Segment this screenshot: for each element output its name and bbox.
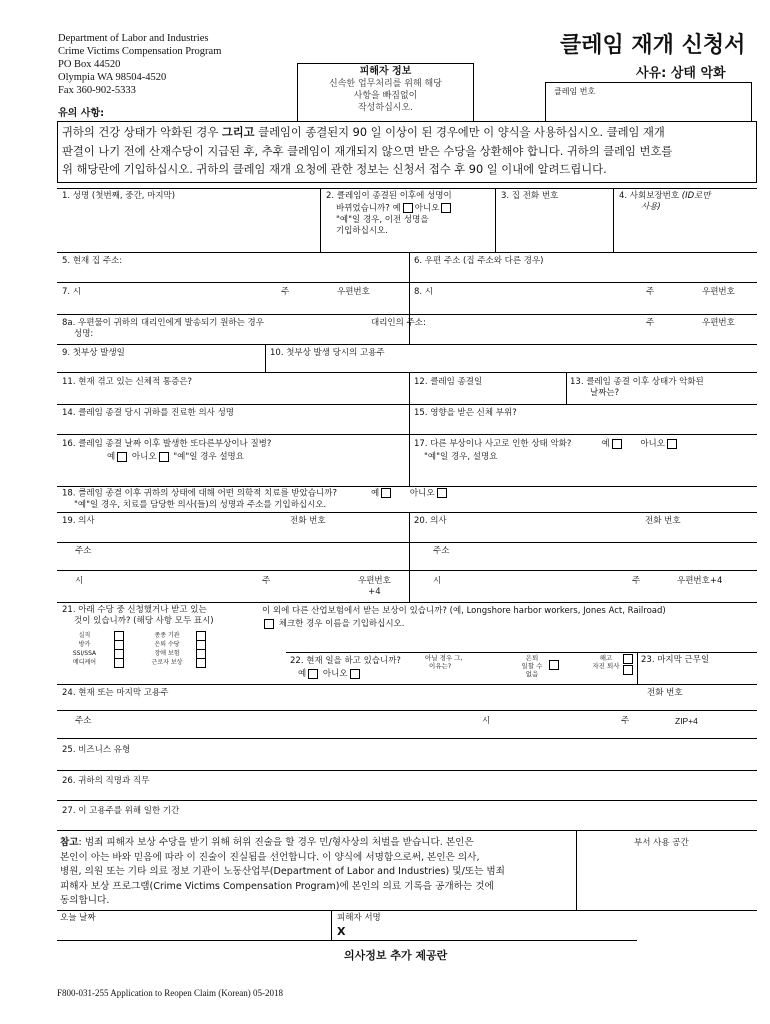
field-24-address[interactable]: 주소 bbox=[75, 716, 92, 726]
notice-line: 귀하의 건강 상태가 악화된 경우 그리고 클레임이 종결된지 90 일 이상이 된 경우에만 이 양식을 사용하십시오. 클레임 재개 bbox=[62, 126, 665, 139]
treatment-yes-checkbox[interactable] bbox=[381, 488, 391, 498]
victim-info-text: 신속한 업무처리를 위해 해당 사항을 빠짐없이 작성하십시오. bbox=[329, 79, 442, 113]
benefit-label: SSI/SSA bbox=[72, 650, 97, 657]
field-8a-zip[interactable]: 우편번호 bbox=[702, 318, 735, 328]
benefit-checkbox[interactable] bbox=[196, 658, 206, 668]
notice-title: 유의 사항: bbox=[58, 108, 105, 119]
benefit-label: 장애 보험 bbox=[154, 650, 180, 657]
field-22-working[interactable]: 22. 현재 일을 하고 있습니까? 예 아니오 bbox=[290, 656, 401, 679]
field-24-state[interactable]: 주 bbox=[621, 716, 630, 726]
benefit-label: 실직 bbox=[78, 632, 91, 639]
agency-line: Department of Labor and Industries bbox=[58, 33, 209, 44]
victim-info-title: 피해자 정보 bbox=[359, 66, 412, 77]
new-injury-no-checkbox[interactable] bbox=[159, 452, 169, 462]
benefit-label: 종종 기관 bbox=[154, 632, 180, 639]
field-20-phone[interactable]: 전화 번호 bbox=[645, 516, 681, 526]
name-changed-no-checkbox[interactable] bbox=[441, 203, 451, 213]
field-18-treatment[interactable]: 18. 클레임 종결 이후 귀하의 상태에 대해 어떤 의학적 치료를 받았습니까? 예 아니오 "예"일 경우, 치료를 담당한 의사(들)의 성명과 주소를 기입하십시오. bbox=[62, 488, 449, 511]
field-7-city[interactable]: 7. 시 bbox=[62, 287, 82, 297]
agency-address-block bbox=[58, 32, 221, 97]
declaration-text: 참고: 범죄 피해자 보상 수당을 받기 위해 허위 진술을 할 경우 민/형사상의 처벌을 받습니다. 본인은 본인이 아는 바와 믿음에 따라 이 진술이 진실됨을 선언합니다. 이 양식에 서명함으로써, 본인은 의사, 병원, 의원 또는 기타 의료 정보 기관이 노동산업부(Department of Labor and Industries) 및/또는 범죄 피해자 보상 프로그램(Crime Victims Compensation Program)에 본인의 의료 기록을 공개하는 것에 동의합니다. bbox=[60, 837, 505, 907]
field-21-other-insurance: 이 외에 다른 산업보험에서 받는 보상이 있습니까? (예, Longshore harbor workers, Jones Act, Railroad) 체크한 경우 이름을 기입하십시오. bbox=[262, 606, 666, 629]
field-23-last-workday[interactable]: 23. 마지막 근무일 bbox=[641, 655, 710, 665]
field-15-body-parts[interactable]: 15. 영향을 받은 신체 부위? bbox=[414, 408, 517, 418]
notice-line: 판결이 나기 전에 산재수당이 지급된 후, 추후 클레임이 재개되지 않으면 받은 수당을 상환해야 합니다. 귀하의 클레임 번호를 bbox=[62, 144, 673, 158]
form-footer: F800-031-255 Application to Reopen Claim (Korean) 05-2018 bbox=[57, 988, 283, 998]
field-1-name[interactable]: 1. 성명 (첫번째, 중간, 마지막) bbox=[62, 191, 176, 201]
field-16-new-injury[interactable]: 16. 클레임 종결 날짜 이후 발생한 또다른부상이나 질병? 예 아니오 "예"일 경우 설명요 bbox=[62, 439, 272, 462]
field-20-address[interactable]: 주소 bbox=[433, 546, 450, 556]
agency-line: Fax 360-902-5333 bbox=[58, 85, 136, 96]
benefit-label: 메디케어 bbox=[72, 659, 97, 666]
victim-info-box bbox=[297, 63, 474, 122]
agency-line: PO Box 44520 bbox=[58, 59, 121, 70]
fired-checkbox[interactable] bbox=[623, 654, 633, 664]
field-26-job-title[interactable]: 26. 귀하의 직명과 직무 bbox=[62, 776, 150, 786]
field-2-name-changed[interactable]: 2. 클레임이 종결된 이후에 성명이 바뀌었습니까? 예 아니오 "예"일 경우, 이전 성명을 기입하십시오. bbox=[326, 191, 452, 236]
field-8-state[interactable]: 주 bbox=[646, 287, 655, 297]
working-no-checkbox[interactable] bbox=[350, 669, 360, 679]
field-8a-representative[interactable]: 8a. 우편물이 귀하의 대리인에게 발송되기 원하는 경우 성명: bbox=[62, 318, 264, 339]
agency-line: Olympia WA 98504-4520 bbox=[58, 72, 167, 83]
field-6-mailing-address[interactable]: 6. 우편 주소 (집 주소와 다른 경우) bbox=[414, 256, 544, 266]
other-injury-yes-checkbox[interactable] bbox=[612, 439, 622, 449]
date-field[interactable]: 오늘 날짜 bbox=[60, 913, 96, 923]
field-4-ssn[interactable]: 4. 사회보장번호 (ID로만 사용) bbox=[619, 191, 711, 212]
field-8-zip[interactable]: 우편번호 bbox=[702, 287, 735, 297]
field-19-address[interactable]: 주소 bbox=[75, 546, 92, 556]
new-injury-yes-checkbox[interactable] bbox=[117, 452, 127, 462]
field-19-city[interactable]: 시 bbox=[75, 576, 84, 586]
additional-doctor-info-title: 의사정보 추가 제공란 bbox=[344, 949, 448, 962]
notice-line: 위 해당란에 기입하십시오. 귀하의 클레임 재개 요청에 관한 정보는 신청서 접수 후 90 일 이내에 알려드립니다. bbox=[62, 163, 607, 176]
other-injury-no-checkbox[interactable] bbox=[667, 439, 677, 449]
field-7-state[interactable]: 주 bbox=[281, 287, 290, 297]
claim-number-label: 클레임 번호 bbox=[554, 87, 596, 96]
field-20-state[interactable]: 주 bbox=[632, 576, 641, 586]
field-17-other-injury[interactable]: 17. 다른 부상이나 사고로 인한 상태 악화? 예 아니오 "예"일 경우, 설명요 bbox=[414, 438, 679, 464]
field-19-phone[interactable]: 전화 번호 bbox=[290, 516, 326, 526]
field-10-employer[interactable]: 10. 첫부상 발생 당시의 고용주 bbox=[270, 348, 385, 358]
field-19-state[interactable]: 주 bbox=[262, 576, 271, 586]
field-19-doctor[interactable]: 19. 의사 bbox=[62, 516, 95, 526]
field-8a-state[interactable]: 주 bbox=[646, 318, 655, 328]
treatment-no-checkbox[interactable] bbox=[437, 488, 447, 498]
field-20-city[interactable]: 시 bbox=[433, 576, 442, 586]
claim-number-field[interactable] bbox=[545, 82, 752, 121]
field-14-doctor[interactable]: 14. 클레임 종결 당시 귀하를 진료한 의사 성명 bbox=[62, 408, 235, 418]
field-24-employer[interactable]: 24. 현재 또는 마지막 고용주 bbox=[62, 688, 169, 698]
field-5-home-address[interactable]: 5. 현재 집 주소: bbox=[62, 256, 123, 266]
field-12-closure-date[interactable]: 12. 클레임 종결일 bbox=[414, 377, 483, 387]
office-use-label: 부서 사용 공간 bbox=[634, 838, 689, 848]
field-19-zip[interactable]: 우편번호 +4 bbox=[358, 576, 391, 597]
field-7-zip[interactable]: 우편번호 bbox=[337, 287, 370, 297]
other-insurance-checkbox[interactable] bbox=[264, 619, 274, 629]
signature-label: 피해자 서명 bbox=[337, 913, 381, 923]
notice-box bbox=[57, 121, 757, 183]
field-27-duration[interactable]: 27. 이 고용주를 위해 일한 기간 bbox=[62, 806, 180, 816]
field-11-symptoms[interactable]: 11. 현재 겪고 있는 신체적 통증은? bbox=[62, 377, 193, 387]
field-20-zip[interactable]: 우편번호+4 bbox=[677, 576, 723, 586]
retired-checkbox[interactable] bbox=[549, 660, 559, 670]
benefit-label: 은퇴 수당 bbox=[154, 641, 180, 648]
benefit-label: 방카 bbox=[78, 641, 91, 648]
form-title: 클레임 재개 신청서 bbox=[560, 33, 746, 58]
benefit-label: 근로자 보상 bbox=[151, 659, 183, 666]
field-25-business-type[interactable]: 25. 비즈니스 유형 bbox=[62, 745, 131, 755]
field-24-city[interactable]: 시 bbox=[482, 716, 491, 726]
signature-field[interactable]: X bbox=[337, 925, 346, 938]
field-13-worsened-date[interactable]: 13. 클레임 종결 이후 상태가 악화된 날짜는? bbox=[570, 377, 704, 398]
form-reason: 사유: 상태 악화 bbox=[636, 66, 726, 81]
working-yes-checkbox[interactable] bbox=[308, 669, 318, 679]
field-3-home-phone[interactable]: 3. 집 전화 번호 bbox=[501, 191, 559, 201]
field-8-city[interactable]: 8. 시 bbox=[414, 287, 434, 297]
field-24-zip[interactable]: ZIP+4 bbox=[675, 716, 698, 726]
field-21-benefits: 21. 아래 수당 중 신청했거나 받고 있는 것이 있습니까? (해당 사항 모두 표시) bbox=[62, 605, 214, 626]
field-9-injury-date[interactable]: 9. 첫부상 발생일 bbox=[62, 348, 125, 358]
field-24-phone[interactable]: 전화 번호 bbox=[647, 688, 683, 698]
name-changed-yes-checkbox[interactable] bbox=[403, 203, 413, 213]
field-8a-rep-address[interactable]: 대리인의 주소: bbox=[371, 318, 426, 328]
quit-checkbox[interactable] bbox=[623, 665, 633, 675]
field-20-doctor[interactable]: 20. 의사 bbox=[414, 516, 447, 526]
benefit-checkbox[interactable] bbox=[114, 658, 124, 668]
agency-line: Crime Victims Compensation Program bbox=[58, 46, 222, 57]
